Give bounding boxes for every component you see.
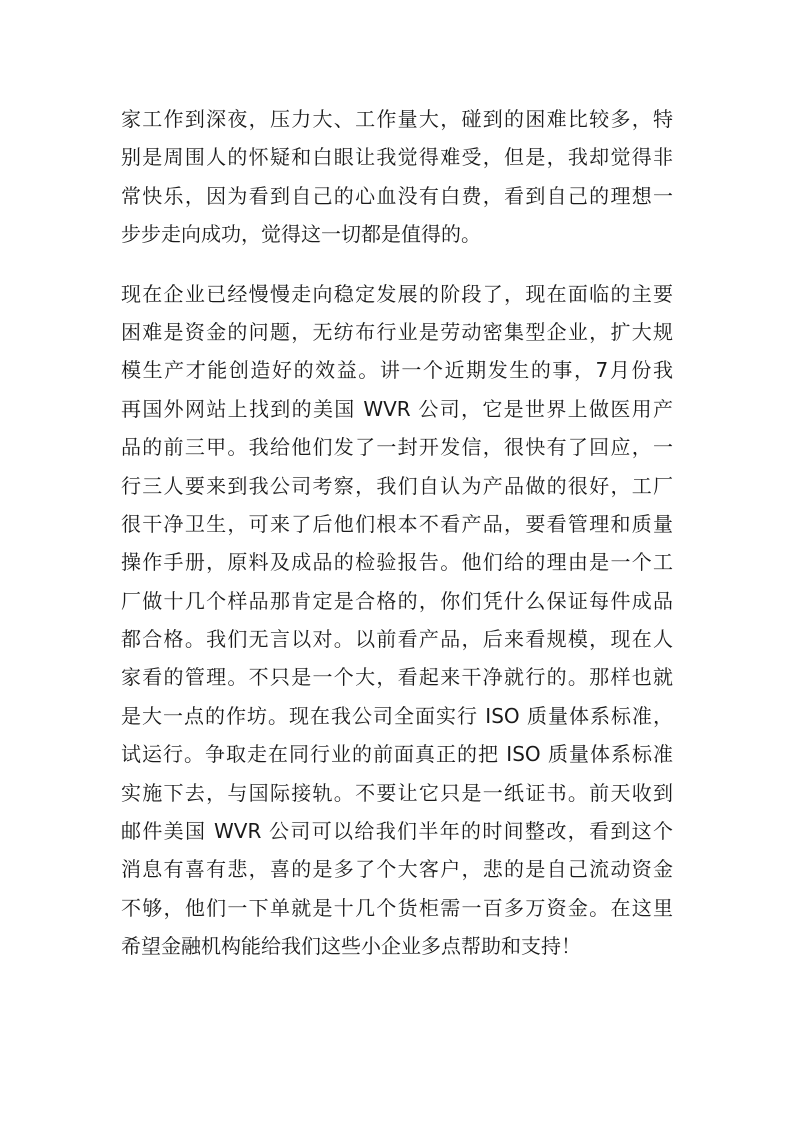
text-line: 是大一点的作坊。现在我公司全面实行 ISO 质量体系标准， (121, 703, 673, 728)
text-line: 步步走向成功，觉得这一切都是值得的。 (121, 222, 481, 247)
text-line: 模生产才能创造好的效益。讲一个近期发生的事，7月份我 (121, 358, 673, 383)
document-body (121, 100, 673, 966)
text-line: 家看的管理。不只是一个大，看起来干净就行的。那样也就 (121, 665, 673, 690)
text-line: 现在企业已经慢慢走向稳定发展的阶段了，现在面临的主要 (121, 281, 673, 306)
text-line: 品的前三甲。我给他们发了一封开发信，很快有了回应，一 (121, 435, 673, 460)
text-line: 试运行。争取走在同行业的前面真正的把 ISO 质量体系标准 (121, 742, 673, 767)
text-line: 厂做十几个样品那肯定是合格的，你们凭什么保证每件成品 (121, 588, 673, 613)
text-line: 邮件美国 WVR 公司可以给我们半年的时间整改，看到这个 (121, 819, 673, 844)
paragraph-1 (121, 100, 673, 254)
text-line: 再国外网站上找到的美国 WVR 公司，它是世界上做医用产 (121, 396, 673, 421)
text-line: 都合格。我们无言以对。以前看产品，后来看规模，现在人 (121, 627, 673, 652)
text-line: 行三人要来到我公司考察，我们自认为产品做的很好，工厂 (121, 473, 673, 498)
text-line: 消息有喜有悲，喜的是多了个大客户，悲的是自己流动资金 (121, 857, 673, 882)
text-line: 别是周围人的怀疑和白眼让我觉得难受，但是，我却觉得非 (121, 145, 673, 170)
text-line: 不够，他们一下单就是十几个货柜需一百多万资金。在这里 (121, 895, 673, 920)
paragraph-2 (121, 275, 673, 966)
text-line: 希望金融机构能给我们这些小企业多点帮助和支持！ (121, 934, 581, 959)
text-line: 操作手册，原料及成品的检验报告。他们给的理由是一个工 (121, 550, 673, 575)
text-line: 很干净卫生，可来了后他们根本不看产品，要看管理和质量 (121, 511, 673, 536)
text-line: 家工作到深夜，压力大、工作量大，碰到的困难比较多，特 (121, 107, 673, 131)
text-line: 实施下去，与国际接轨。不要让它只是一纸证书。前天收到 (121, 780, 673, 805)
text-line: 常快乐，因为看到自己的心血没有白费，看到自己的理想一 (121, 183, 673, 208)
text-line: 困难是资金的问题，无纺布行业是劳动密集型企业，扩大规 (121, 319, 673, 344)
